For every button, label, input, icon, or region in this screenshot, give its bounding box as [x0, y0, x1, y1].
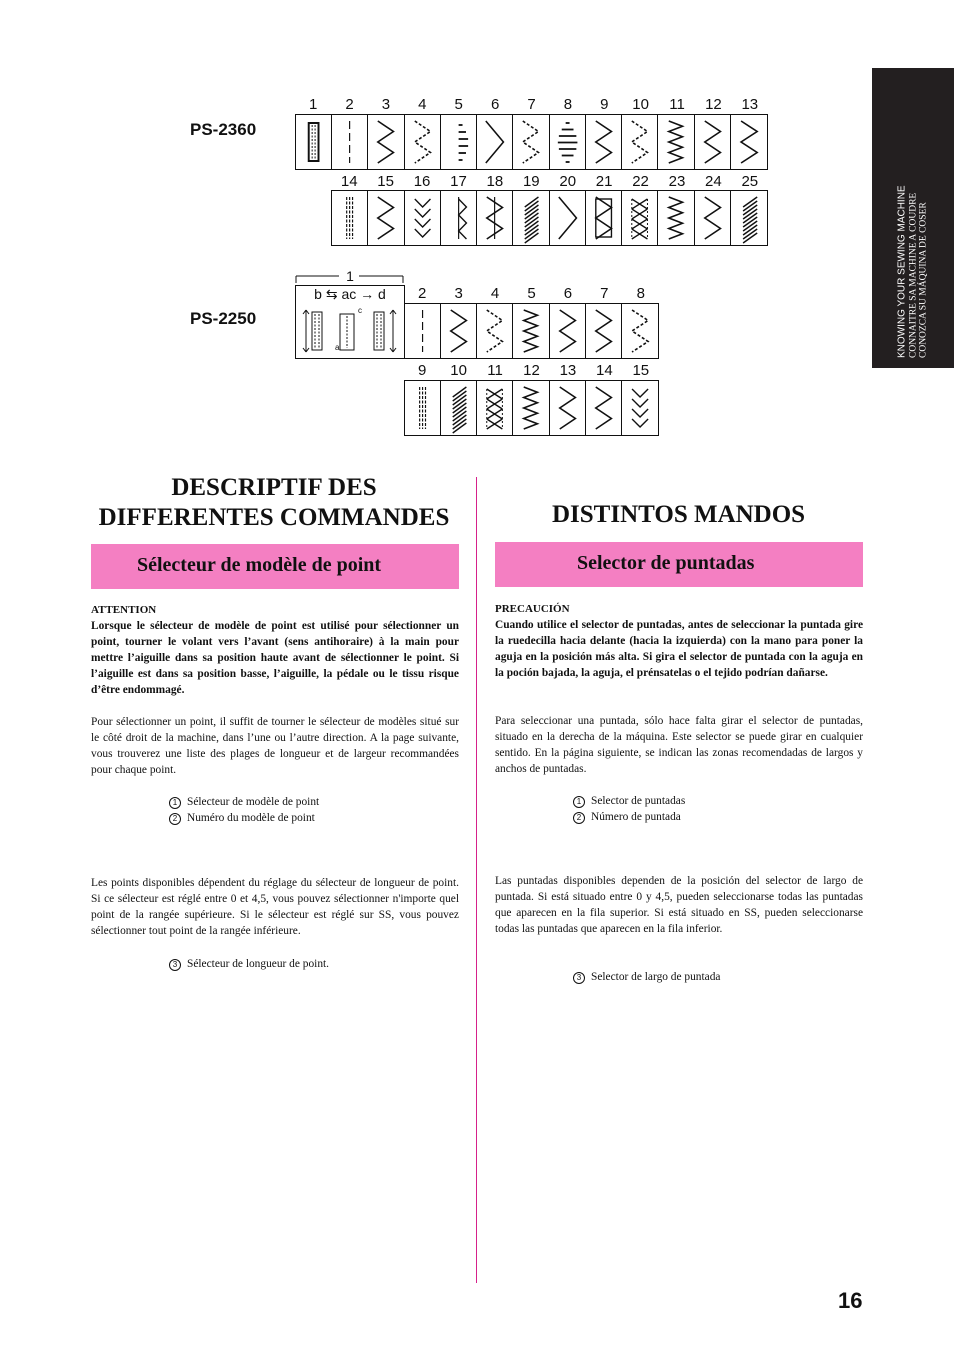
ps2250-top-row	[404, 303, 659, 359]
stitch-pattern-icon	[550, 304, 586, 358]
stitch-pattern-icon	[477, 115, 513, 169]
stitch-number: 14	[340, 173, 358, 190]
ps2250-mini-a: a	[335, 343, 340, 352]
stitch-pattern-icon	[731, 191, 767, 245]
stitch-number: 15	[632, 362, 650, 379]
es-caution-heading: PRECAUCIÓN	[495, 603, 570, 615]
fr-caution-text: Lorsque le sélecteur de modèle de point est utilisé pour sélectionner un point, tourner le volant vers l’avant (sens antihoraire) à la main pour mettre l’aiguille dans sa position haute avant de sélectionner le point. Si l’aiguille est dans sa position basse, l’aiguille, la pédale ou le tissu risque d’être endommagé.	[91, 620, 459, 696]
stitch-number: 5	[454, 96, 463, 113]
fr-item1	[169, 794, 319, 810]
ps2250-bottom-numbers	[404, 362, 659, 378]
stitch-number: 2	[345, 96, 354, 113]
ps2250-group-caption: b ⇆ ac → d	[314, 286, 386, 302]
stitch-pattern-icon	[586, 115, 622, 169]
stitch-pattern-icon	[405, 381, 441, 435]
stitch-pattern-icon	[405, 191, 441, 245]
stitch-number: 4	[490, 285, 500, 302]
stitch-pattern-icon	[441, 115, 477, 169]
stitch-number: 17	[450, 173, 467, 190]
fr-list1	[169, 794, 319, 826]
fr-para2: Les points disponibles dépendent du réglage du sélecteur de longueur de point. Si ce sélecteur est réglé entre 0 et 4,5, vous pouvez sélectionner n'importe quel point de la rangée supérieure. Si le sélecteur est réglé sur SS, vous pouvez sélectionner tout point de la rangée inférieure.	[91, 877, 459, 937]
stitch-pattern-icon	[550, 191, 586, 245]
es-item2-num: 2	[573, 812, 585, 824]
ps2250-bottom-row	[404, 380, 659, 436]
ps2250-buttonhole-icons	[296, 304, 404, 358]
column-divider	[476, 477, 477, 1283]
fr-item2	[169, 810, 319, 826]
stitch-pattern-icon	[695, 191, 731, 245]
stitch-pattern-icon	[622, 304, 658, 358]
stitch-pattern-icon	[477, 191, 513, 245]
stitch-number: 8	[636, 285, 645, 302]
stitch-number: 5	[527, 285, 536, 302]
stitch-number: 8	[563, 96, 573, 113]
fr-caution-heading: ATTENTION	[91, 604, 157, 616]
stitch-number: 10	[632, 96, 649, 113]
stitch-number: 6	[490, 96, 500, 113]
fr-item2-num: 2	[169, 813, 181, 825]
es-caution-text: Cuando utilice el selector de puntadas, antes de seleccionar la puntada gire la ruedecilla hacia delante (hacia la izquierda) con la mano para poner la aguja en la posición más alta. Si gira el selector de puntada con la aguja en la poción bajada, la aguja, el prénsatelas o el tejido podrían dañarse.	[495, 619, 863, 679]
ps2360-bottom-numbers	[331, 173, 768, 189]
stitch-pattern-icon	[368, 115, 404, 169]
stitch-pattern-icon	[441, 191, 477, 245]
ps2360-top-row	[295, 114, 768, 170]
page-number: 16	[838, 1288, 863, 1313]
es-item1-num: 1	[573, 796, 585, 808]
es-caution	[495, 601, 863, 681]
stitch-number: 4	[418, 96, 427, 113]
fr-item3-text: Sélecteur de longueur de point.	[187, 958, 330, 970]
stitch-pattern-icon	[441, 381, 477, 435]
stitch-number: 18	[486, 173, 504, 190]
es-item1	[573, 793, 685, 809]
stitch-pattern-icon	[731, 115, 767, 169]
stitch-number: 7	[527, 96, 536, 113]
stitch-number: 11	[487, 362, 503, 379]
stitch-pattern-icon	[622, 191, 658, 245]
stitch-pattern-icon	[622, 115, 658, 169]
stitch-pattern-icon	[513, 304, 549, 358]
stitch-number: 19	[522, 173, 540, 190]
stitch-pattern-icon	[513, 115, 549, 169]
es-title: DISTINTOS MANDOS	[552, 501, 806, 528]
fr-caution	[91, 602, 459, 698]
stitch-pattern-icon	[586, 304, 622, 358]
stitch-number: 1	[309, 96, 318, 113]
stitch-pattern-icon	[368, 191, 404, 245]
es-item3	[573, 969, 720, 985]
stitch-pattern-icon	[622, 381, 658, 435]
stitch-pattern-icon	[477, 381, 513, 435]
ps2250-label: PS-2250	[190, 309, 257, 328]
fr-title-line1: DESCRIPTIF DES	[171, 474, 377, 501]
stitch-pattern-icon	[550, 381, 586, 435]
fr-para1: Pour sélectionner un point, il suffit de tourner le sélecteur de modèles situé sur le côté droit de la machine, dans l’une ou l’autre direction. A la page suivante, vous trouverez une liste des plages de longueur et de largeur recommandées pour chaque point.	[91, 716, 459, 776]
fr-item3	[169, 956, 329, 972]
side-tab-en: KNOWING YOUR SEWING MACHINE	[896, 185, 908, 358]
stitch-pattern-icon	[441, 304, 477, 358]
stitch-pattern-icon	[332, 191, 368, 245]
es-list1	[573, 793, 685, 825]
fr-title	[90, 473, 458, 533]
stitch-number: 15	[377, 173, 394, 190]
fr-item2-text: Numéro du modèle de point	[187, 812, 315, 824]
ps2360-bottom-row	[331, 190, 768, 246]
es-list2	[573, 969, 720, 985]
stitch-number: 25	[741, 173, 759, 190]
stitch-pattern-icon	[513, 381, 549, 435]
ps2250-group-number: 1	[346, 268, 354, 284]
stitch-pattern-icon	[513, 191, 549, 245]
stitch-pattern-icon	[405, 304, 441, 358]
stitch-number: 3	[454, 285, 463, 302]
side-tab	[872, 68, 954, 368]
ps2250-top-numbers	[404, 285, 659, 301]
stitch-number: 9	[600, 96, 609, 113]
fr-title-line2: DIFFERENTES COMMANDES	[98, 504, 450, 531]
stitch-number: 11	[669, 96, 685, 113]
stitch-number: 12	[705, 96, 722, 113]
fr-section-title: Sélecteur de modèle de point	[137, 554, 382, 576]
stitch-pattern-icon	[586, 381, 622, 435]
stitch-pattern-icon	[658, 191, 694, 245]
es-item1-text: Selector de puntadas	[591, 795, 686, 807]
ps2250-group-box	[295, 285, 405, 359]
stitch-number: 20	[559, 173, 577, 190]
es-section-band	[495, 542, 863, 587]
es-item2-text: Número de puntada	[591, 811, 681, 823]
fr-item1-text: Sélecteur de modèle de point	[187, 796, 320, 808]
es-section-title: Selector de puntadas	[577, 552, 755, 574]
stitch-number: 6	[563, 285, 573, 302]
stitch-number: 22	[632, 173, 649, 190]
side-tab-es: CONOZCA SU MÁQUINA DE COSER	[918, 202, 929, 358]
stitch-number: 14	[596, 362, 613, 379]
stitch-number: 21	[595, 173, 613, 190]
fr-list2	[169, 956, 329, 972]
fr-item1-num: 1	[169, 797, 181, 809]
stitch-number: 13	[559, 362, 577, 379]
stitch-number: 24	[705, 173, 722, 190]
es-item2	[573, 809, 685, 825]
stitch-number: 3	[381, 96, 391, 113]
stitch-pattern-icon	[658, 115, 694, 169]
stitch-pattern-icon	[332, 115, 368, 169]
stitch-pattern-icon	[477, 304, 513, 358]
stitch-pattern-icon	[586, 191, 622, 245]
fr-section-band	[91, 544, 459, 589]
ps2360-top-numbers	[295, 96, 768, 112]
stitch-pattern-icon	[550, 115, 586, 169]
es-item3-num: 3	[573, 972, 585, 984]
fr-item3-num: 3	[169, 959, 181, 971]
stitch-number: 16	[413, 173, 431, 190]
es-para1: Para seleccionar una puntada, sólo hace falta girar el selector de puntadas, situado en la derecha de la máquina. Este selector se puede girar en cualquier sentido. En la página siguiente, se indican las zonas recomendadas de largos y anchos de puntadas.	[495, 715, 863, 775]
stitch-number: 7	[600, 285, 609, 302]
stitch-number: 10	[450, 362, 467, 379]
ps2250-mini-c: c	[358, 306, 362, 315]
stitch-number: 13	[741, 96, 759, 113]
side-tab-fr: CONNAITRE SA MACHINE A COUDRE	[907, 192, 918, 358]
stitch-pattern-icon	[695, 115, 731, 169]
stitch-pattern-icon	[405, 115, 441, 169]
stitch-number: 2	[418, 285, 427, 302]
stitch-number: 9	[418, 362, 427, 379]
stitch-number: 12	[523, 362, 540, 379]
es-item3-text: Selector de largo de puntada	[591, 971, 721, 983]
stitch-number: 23	[668, 173, 686, 190]
stitch-pattern-icon	[296, 115, 332, 169]
es-para2: Las puntadas disponibles dependen de la posición del selector de largo de puntada. Si está situado entre 0 y 4,5, pueden seleccionarse todas las puntadas que aparecen en la fila superior. Si está situado en SS, pueden seleccionarse todas las puntadas que aparecen en la fila inferior.	[495, 875, 863, 935]
ps2360-label: PS-2360	[190, 120, 257, 139]
